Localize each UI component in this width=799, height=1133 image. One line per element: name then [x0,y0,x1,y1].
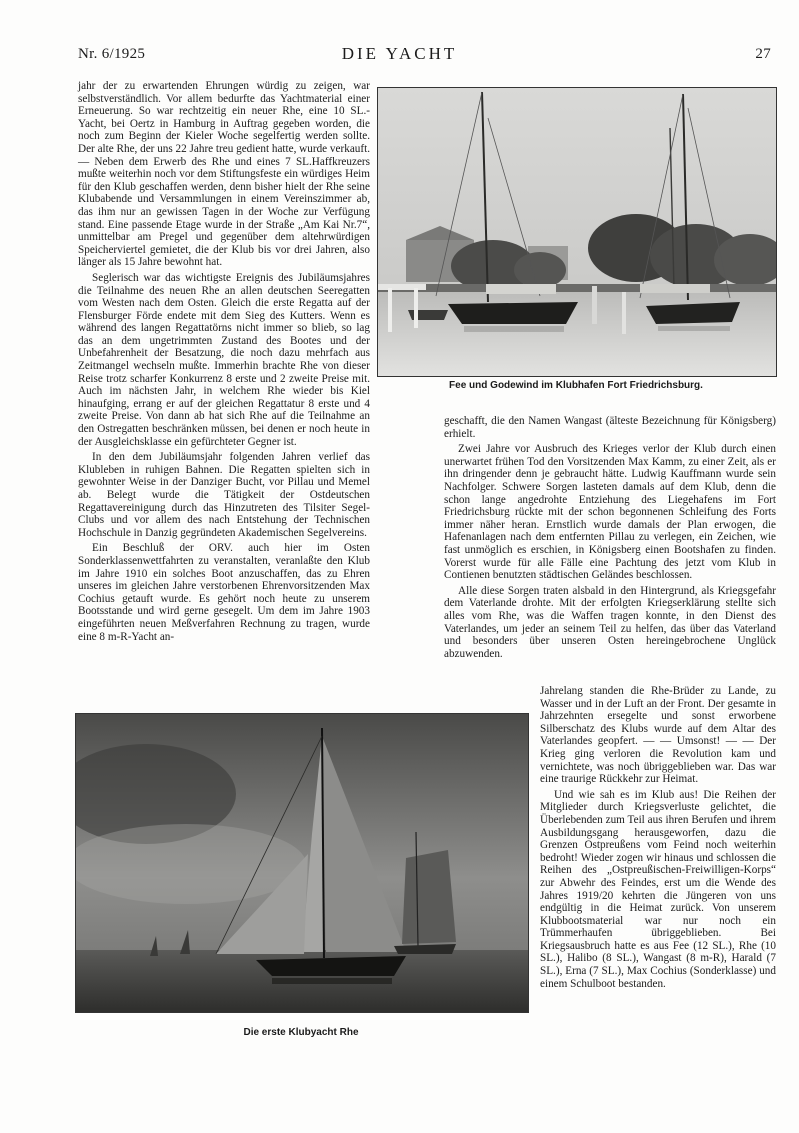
paragraph: Jahrelang standen die Rhe-Brüder zu Lande, zu Wasser und in der Luft an der Front. Der gesamte in Jahrzehnten ersegelte und sonst erworbene Silberschatz des Klubs wurde auf dem Altar des Vaterlandes geopfert. — — Umsonst! — — Der Krieg ging verloren die Revolution kam und vernichtete, was noch übriggeblieben war. Das war eine traurige Rückkehr zur Heimat. [540,685,776,786]
harbor-photo [377,87,777,377]
paragraph: In den dem Jubiläumsjahr folgenden Jahren verlief das Klubleben in ruhigen Bahnen. Die Regatten spielten sich in gewohnter Weise in der Danziger Bucht, vor Pillau und Memel ab. Belegt wurde die Tätigkeit der Ostdeutschen Regattavereinigung durch das Hinzutreten des Tilsiter Segel-Clubs und vor allem des nach Entstehung der Technischen Hochschule in Danzig gegründeten Akademischen Segelvereins. [78,451,370,539]
paragraph: geschafft, die den Namen Wangast (älteste Bezeichnung für Königsberg) erhielt. [444,415,776,440]
paragraph: Ein Beschluß der ORV. auch hier im Osten Sonderklassenwettfahrten zu veranstalten, veranlaßte den Klub im Jahre 1910 ein solches Boot anzuschaffen, das zu Ehren unseres im gleichen Jahre verstorbenen Ehrenvorsitzenden Max Cochius getauft wurde. Es gehört noch heute zu unserem Bootsstande und wird gerne gesegelt. Um dem im Jahre 1903 eingeführten neuen Meßverfahren Rechnung zu tragen, wurde eine 8 m-R-Yacht an- [78,542,370,643]
paragraph: Und wie sah es im Klub aus! Die Reihen der Mitglieder durch Kriegsverluste gelichtet, die Überlebenden zum Teil aus ihren Berufen und ihrem Ausbildungsgang herausgeworfen, dazu die Grenzen Ostpreußens vom Feind noch weiterhin bedroht! Wieder zogen wir hinaus und schlossen die Reihen des „Ostpreußischen-Freiwilligen-Korps“ zur Abwehr des Feindes, erst um die Wende des Jahres 1919/20 kehrten die Jüngeren von uns endgültig in die Heimat zurück. Von unserem Klubbootsmaterial war nur noch ein Trümmerhaufen übriggeblieben. Bei Kriegsausbruch hatte es aus Fee (12 SL.), Rhe (10 SL.), Halibo (8 SL.), Wangast (8 m-R), Harald (7 SL.), Erna (7 SL.), Max Cochius (Sonderklasse) und einem Schulboot bestanden. [540,788,776,990]
left-column-text [78,80,370,646]
paragraph: Zwei Jahre vor Ausbruch des Krieges verlor der Klub durch einen unerwartet frühen Tod den Vorsitzenden Max Kamm, zu einer Zeit, als er ihn dringender denn je gebraucht hätte. Ludwig Kauffmann wurde sein Nachfolger. Schwere Sorgen lasteten damals auf dem Klub, denn die schon lange angedrohte Entziehung des Liegehafens im Fort Friedrichsburg rückte mit der schon begonnenen Schleifung des Forts immer näher heran. Ernstlich wurde damals der Plan erwogen, die Hafenanlagen nach dem entfernten Pillau zu verlegen, ein Zeichen, wie fast unmöglich es erschien, in Königsberg einen Bootshafen zu finden. Vorerst wurde für alle Fälle eine Pachtung des jetzt vom Klub in Contienen benutzten städtischen Geländes beschlossen. [444,443,776,582]
yacht-photo [75,713,529,1013]
magazine-title: DIE YACHT [341,44,458,63]
harbor-photo-caption: Fee und Godewind im Klubhafen Fort Friedrichsburg. [449,380,703,391]
paragraph: jahr der zu erwartenden Ehrungen würdig zu zeigen, war selbstverständlich. Vor allem bedurfte das Yachtmaterial einer Erneuerung. So war rechtzeitig ein neuer Rhe, eine 10 SL.-Yacht, bei Oertz in Hamburg in Auftrag gegeben worden, die noch zum Beginn der Kieler Woche segelfertig werden sollte. Der alte Rhe, der uns 22 Jahre treu gedient hatte, wurde verkauft. — Neben dem Erwerb des Rhe und eines 7 SL.Haffkreuzers mußte weiterhin noch vor dem Stiftungsfeste ein würdiges Heim für den Klub geschaffen werden, denn bisher hielt der Rhe seine Klubabende und Versammlungen in einem Vereinszimmer ab, das ihm nur an gewissen Tagen in der Woche zur Verfügung stand. Eine passende Etage wurde in der Straße „Am Kai Nr.7“, unmittelbar am Pregel und gegenüber dem altehrwürdigen Speicherviertel gemietet, die der Klub bis vor drei Jahren, also länger als 15 Jahre bewohnt hat. [78,80,371,269]
right-column-text [444,415,776,663]
yacht-photo-caption: Die erste Klubyacht Rhe [243,1027,359,1038]
harbor-photo-image [378,88,776,376]
paragraph: Alle diese Sorgen traten alsbald in den Hintergrund, als Kriegsgefahr dem Vaterlande drohte. Mit der erfolgten Kriegserklärung stellte sich alles vom Rhe, was die Waffen tragen konnte, in den Dienst des Vaterlandes, um jeder an seinem Teil zu helfen, das über das Vaterland und besonders über unseren Osten hereingebrochene Unglück abzuwenden. [444,584,776,660]
yacht-photo-image [76,714,528,1012]
issue-number: Nr. 6/1925 [78,46,146,62]
right-narrow-column-text [540,685,776,993]
paragraph: Seglerisch war das wichtigste Ereignis des Jubiläumsjahres die Teilnahme des neuen Rhe an allen deutschen Seeregatten vom Westen nach dem Osten. Gleich die erste Regatta auf der Flensburger Förde endete mit dem Sieg des Kutters. Wenn es während des langen Regattatörns nicht immer so blieb, so lag das an dem ungetrimmten Zustand des Bootes und der Unbefahrenheit der Besatzung, die noch dazu mehrfach aus Zeitmangel wechseln mußte. Immerhin brachte Rhe von dieser Reise trotz scharfer Konkurrenz 8 erste und 2 zweite Preise mit. Auch im nächsten Jahr, in welchem Rhe wieder bis Kiel hinaufging, errang er auf der gleichen Regattatur 8 erste und 4 zweite Preise. Von dann ab hat sich Rhe auf die Teilnahme an den Ostregatten beschränken müssen, bei denen er noch heute in der Ausgleichsklasse ein gefürchteter Gegner ist. [78,271,370,448]
page-number: 27 [755,46,771,62]
